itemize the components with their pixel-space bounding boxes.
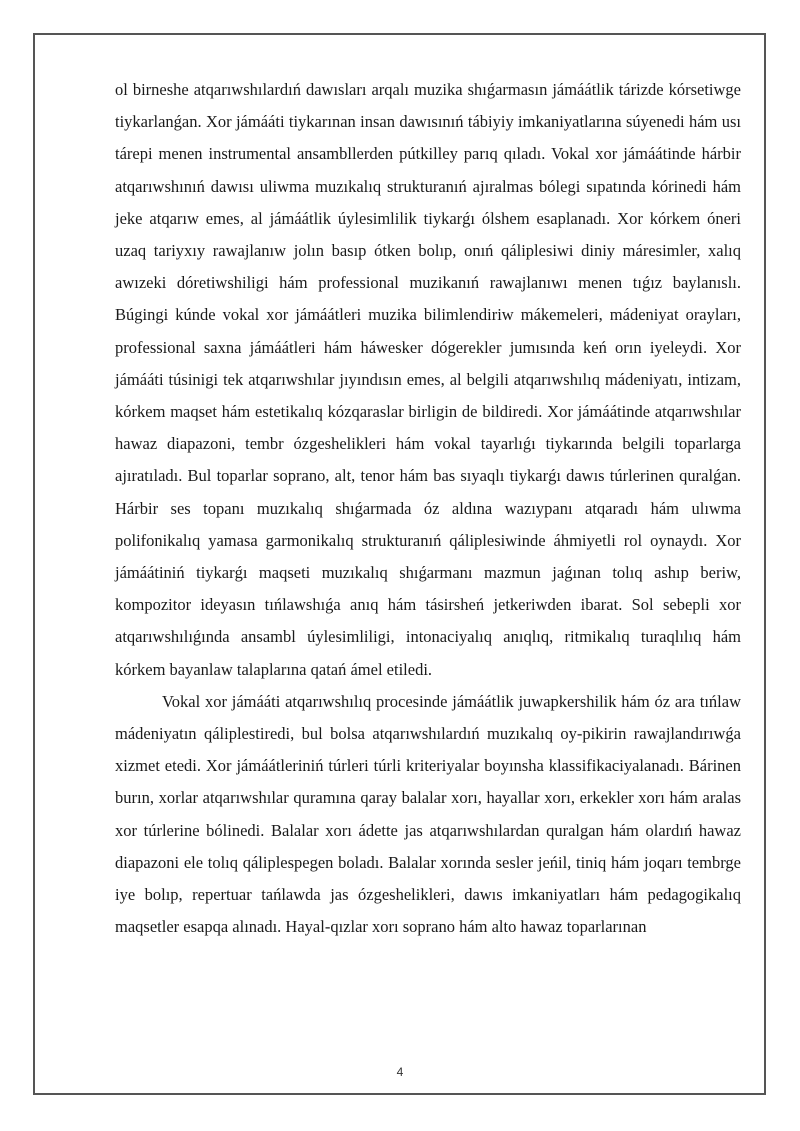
paragraph-2: Vokal xor jámááti atqarıwshılıq procesinde jámáátlik juwapkershilik hám óz ara tıńlaw mádeniyatın qáliplestiredi, bul bolsa atqarıwshılardıń muzıkalıq oy-pikirin rawajlandırıwǵa xizmet etedi. Xor jámáátleriniń túrleri túrli kriteriyalar boyınsha klassifikaciyalanadı. Bárinen burın, xorlar atqarıwshılar quramına qaray balalar xorı, hayallar xorı, erkekler xorı hám aralas xor túrlerine bólinedi. Balalar xorı ádette jas atqarıwshılardan quralgan hám olardıń hawaz diapazoni ele tolıq qáliplespegen boladı. Balalar xorında sesler jeńil, tiniq hám joqarı tembrge iye bolıp, repertuar tańlawda jas ózgeshelikleri, dawıs imkaniyatları hám pedagogikalıq maqsetler esapqa alınadı. Hayal-qızlar xorı soprano hám alto hawaz toparlarınan [115, 691, 741, 937]
page-number: 4 [396, 1065, 404, 1079]
document-body [115, 74, 741, 943]
paragraph-1: ol birneshe atqarıwshılardıń dawısları arqalı muzika shıǵarmasın jámáátlik tárizde kórsetiwge tiykarlanǵan. Xor jámááti tiykarınan insan dawısınıń tábiyiy imkaniyatlarına súyenedi hám usı tárepi menen instrumental ansambllerden pútkilley parıq qıladı. Vokal xor jámáátinde hárbir atqarıwshınıń dawısı uliwma muzıkalıq strukturanıń ajıralmas bólegi sıpatında kórinedi hám jeke atqarıw emes, al jámáátlik úylesimlilik tiykarǵı ólshem esaplanadı. Xor kórkem óneri uzaq tariyxıy rawajlanıw jolın basıp ótken bolıp, onıń qáliplesiwi diniy máresimler, xalıq awızeki dóretiwshiligi hám professional muzikanıń rawajlanıwı menen tıǵız baylanıslı. Búgingi kúnde vokal xor jámáátleri muzika bilimlendiriw mákemeleri, mádeniyat orayları, professional saxna jámáátleri hám háwesker dógerekler jumısında keń orın iyeleydi. Xor jámááti túsinigi tek atqarıwshılar jıyındısın emes, al belgili atqarıwshılıq mádeniyatı, intizam, kórkem maqset hám estetikalıq kózqaraslar birligin de bildiredi. Xor jámáátinde atqarıwshılar hawaz diapazoni, tembr ózgeshelikleri hám vokal tayarlıǵı tiykarında belgili toparlarga ajıratıladı. Bul toparlar soprano, alt, tenor hám bas sıyaqlı tiykarǵı dawıs túrlerinen quralǵan. Hárbir ses topanı muzıkalıq shıǵarmada óz aldına wazıypanı atqaradı hám ulıwma polifonikalıq yamasa garmonikalıq strukturanıń qáliplesiwinde áhmiyetli rol oynaydı. Xor jámáátiniń tiykarǵı maqseti muzıkalıq shıǵarmanı mazmun jaǵınan tolıq ashıp beriw, kompozitor ideyasın tıńlawshıǵa anıq hám tásirsheń jetkeriwden ibarat. Sol sebepli xor atqarıwshılıǵında ansambl úylesimliligi, intonaciyalıq anıqlıq, ritmikalıq turaqlılıq hám kórkem bayanlaw talaplarına qatań ámel etiledi. [115, 80, 741, 679]
